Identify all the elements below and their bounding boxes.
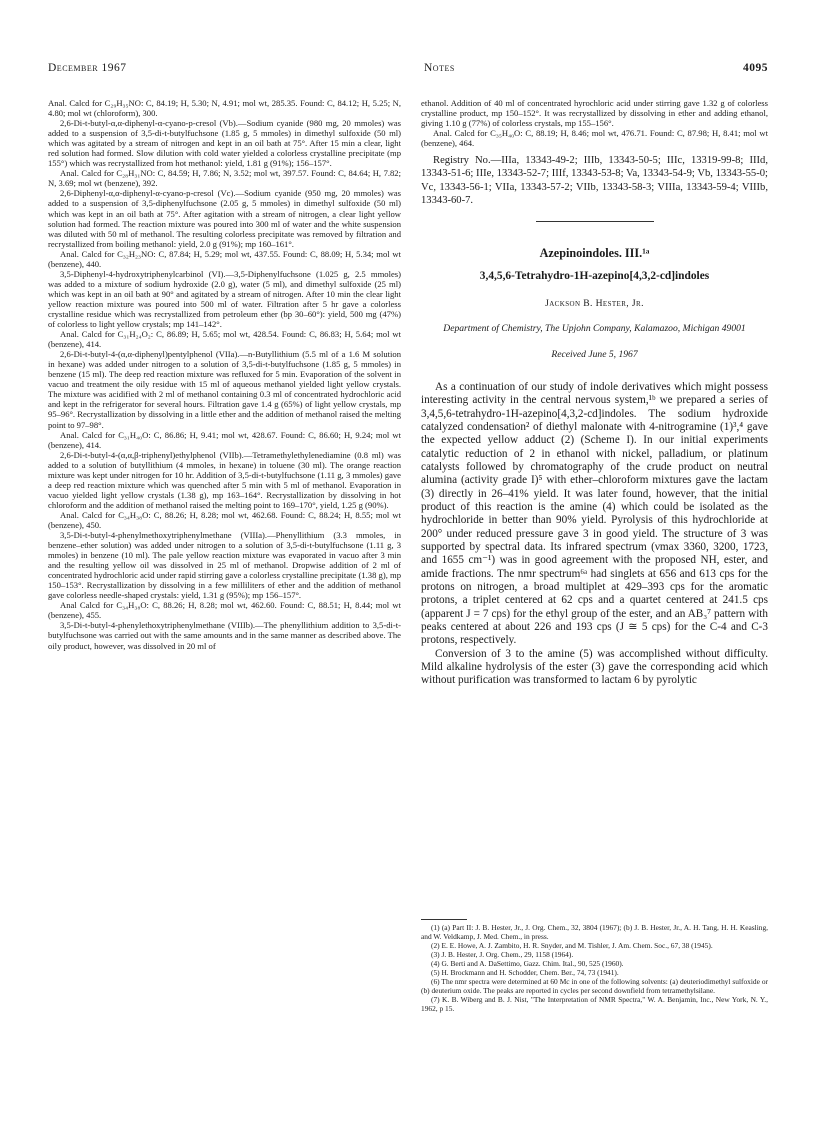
footnote: (5) H. Brockmann and H. Schodder, Chem. Ber., 74, 73 (1941). [431,967,619,977]
analysis-paragraph: Anal. Calcd for C₃₅H₄₀O: C, 88.19; H, 8.46; mol wt, 476.71. Found: C, 87.98; H, 8.41; mol wt (benzene), 464. [421,128,768,149]
experimental-paragraph: 3,5-Di-t-butyl-4-phenylethoxytriphenylmethane (VIIIb).—The phenyllithium addition to 3,5-di-t-butylfuchsone was carried out with the same amounts and in the same manner as described above. The oily product, however, was dissolved in 20 ml of [48,620,401,651]
analysis-paragraph: Anal. Calcd for C₂₈H₃₁NO: C, 84.59; H, 7.86; N, 3.52; mol wt, 397.57. Found: C, 84.64; H, 7.82; N, 3.69; mol wt (benzene), 392. [48,168,401,189]
analysis-paragraph: Anal. Calcd for C₃₁H₂₄O₂: C, 86.89; H, 5.65; mol wt, 428.54. Found: C, 86.83; H, 5.64; mol wt (benzene), 414. [48,329,401,350]
author-affiliation: Department of Chemistry, The Upjohn Company, Kalamazoo, Michigan 49001 [443,323,746,335]
left-column [48,98,401,651]
running-header [48,62,768,78]
analysis-paragraph: Anal. Calcd for C₃₁H₄₀O: C, 86.86; H, 9.41; mol wt, 428.67. Found: C, 86.60; H, 9.24; mol wt (benzene), 414. [48,429,401,450]
body-paragraph: Conversion of 3 to the amine (5) was accomplished without difficulty. Mild alkaline hydrolysis of the ester (3) gave the corresponding acid which without purification was transformed to lactam 6 by pyrolytic [421,647,768,687]
footnote: (4) G. Berti and A. DaSettimo, Gazz. Chim. Ital., 90, 525 (1960). [431,958,624,968]
footnote: (6) The nmr spectra were determined at 60 Mc in one of the following solvents: (a) deuteriodimethyl sulfoxide or (b) deuterium oxide. The peaks are reported in cycles per second downfield from tetramethylsilane. [421,976,768,995]
experimental-paragraph: 2,6-Di-t-butyl-4-(α,α,β-triphenyl)ethylphenol (VIIb).—Tetramethylethylenediamine (0.8 ml) was added to a solution of butyllithium (4 mmoles, in hexane) in toluene (30 ml). The orange reaction mixture was kept under nitrogen for 10 hr. Addition of 3,5-di-t-butylfuchsone (1.11 g, 3 mmoles) gave a deep red reaction mixture which was quenched after 5 min with 5 ml of methanol. Evaporation in vacuo yielded light yellow crystals (1.38 g), mp 163–164°. Recrystallization by dissolving in hot chloroform and the addition of methanol raised the melting point to 169–170°, yield, 1.25 g (90%). [48,449,401,510]
page-number: 4095 [743,62,768,74]
footnotes [421,919,768,1014]
footnote: (7) K. B. Wiberg and B. J. Nist, "The Interpretation of NMR Spectra," W. A. Benjamin, Inc., New York, N. Y., 1962, p 15. [421,994,768,1013]
footnote-divider [421,919,467,920]
article-title: Azepinoindoles. III.¹ᵃ [539,246,650,261]
footnote: (3) J. B. Hester, J. Org. Chem., 29, 1158 (1964). [431,949,574,959]
experimental-paragraph: 3,5-Diphenyl-4-hydroxytriphenylcarbinol (VI).—3,5-Diphenylfuchsone (1.025 g, 2.5 mmoles) was added to a mixture of sodium hydroxide (2.0 g), water (5 ml), and dimethyl sulfoxide (25 ml) which was kept in an oil bath at 90° and agitated by a stream of nitrogen. After 10 min the clear light yellow reaction mixture was poured into 500 ml of water. Filtration after 5 hr gave a colorless crystalline residue which was recrystallized from petroleum ether (bp 30–60°): yield, 500 mg (47%) of colorless to light yellow crystals; mp 141–142°. [48,268,401,330]
right-column [421,98,768,688]
footnote: (1) (a) Part II: J. B. Hester, Jr., J. Org. Chem., 32, 3804 (1967); (b) J. B. Hester, Jr., A. H. Tang, H. H. Keasling, and W. Veldkamp, J. Med. Chem., in press. [421,923,768,941]
experimental-paragraph: 3,5-Di-t-butyl-4-phenylmethoxytriphenylmethane (VIIIa).—Phenyllithium (3.3 mmoles, in benzene–ether solution) was added under nitrogen to a solution of 3,5-di-t-butylfuchsone (1.11 g, 3 mmoles) in benzene (10 ml). The pale yellow reaction mixture was evaporated in vacuo after 3 min and the resulting yellow oil was dissolved in 25 ml of methanol. Dropwise addition of 2 ml of concentrated hydrochloric acid under rapid stirring gave a colorless crystalline precipitate (1.38 g), mp 150–153°. Recrystallization by dissolving in a few milliliters of ether and the addition of methanol gave colorless needle-shaped crystals: yield, 1.31 g (95%); mp 156–157°. [48,530,401,601]
analysis-paragraph: Anal Calcd for C₃₄H₃₈O: C, 88.26; H, 8.28; mol wt, 462.60. Found: C, 88.51; H, 8.44; mol wt (benzene), 455. [48,600,401,621]
experimental-paragraph: 2,6-Di-t-butyl-α,α-diphenyl-α-cyano-p-cresol (Vb).—Sodium cyanide (980 mg, 20 mmoles) was added to a suspension of 3,5-di-t-butylfuchsone (1.85 g, 5 mmoles) in dimethyl sulfoxide (50 ml) which was agitated by a stream of nitrogen and kept in an oil bath at 75°. After 15 min a clear, light red solution had formed. Slow dilution with cold water yielded a colorless crystalline precipitate (mp 155°) which was recrystallized from hot methanol: yield, 1.81 g (91%); 156–157°. [48,118,401,169]
analysis-paragraph: Anal. Calcd for C₂₉H₃₅NO: C, 84.19; H, 5.30; N, 4.91; mol wt, 285.35. Found: C, 84.12; H, 5.25; N, 4.80; mol wt (chloroform), 300. [48,98,401,119]
section-divider [536,221,654,222]
experimental-paragraph: 2,6-Diphenyl-α,α-diphenyl-α-cyano-p-cresol (Vc).—Sodium cyanide (950 mg, 20 mmoles) was added to a suspension of 3,5-diphenylfuchsone (2.05 g, 5 mmoles) in dimethyl sulfoxide (50 ml) which was kept in an oil bath at 75°. After agitation with a stream of nitrogen, a clear light yellow solution had formed. The reaction mixture was poured into 300 ml of water and the white suspension was diluted with 50 ml of methanol. The resulting colorless precipitate was removed by filtration and recrystallized from boiling methanol: yield, 2.0 g (91%); mp 160–161°. [48,188,401,249]
analysis-paragraph: Anal. Calcd for C₃₄H₃₈O: C, 88.26; H, 8.28; mol wt, 462.68. Found: C, 88.24; H, 8.55; mol wt (benzene), 450. [48,509,401,530]
body-paragraph: As a continuation of our study of indole derivatives which might possess interesting activity in the central nervous system,¹ᵇ we prepared a series of 3,4,5,6-tetrahydro-1H-azepino[4,3,2-cd]indoles. The sodium hydroxide catalyzed condensation² of diethyl malonate with 4-nitrogramine (1)³,⁴ gave the expected yellow adduct (2) (Scheme I). In our initial experiments catalytic reduction of 2 in ethanol with nickel, palladium, or platinum catalysts followed by chromatography of the crude product on neutral alumina (activity grade I)⁵ with ether–chloroform mixtures gave the lactam (3) directly in 26–41% yield. It was later found, however, that the initial product of this reaction is the amine (4) which could be isolated as the hydrochloride in better than 90% yield. Pyrolysis of this hydrochloride at 200° under reduced pressure gave 3 in good yield. The structure of 3 was supported by spectral data. Its infrared spectrum (νmax 3360, 3200, 1723, and 1655 cm⁻¹) was in good agreement with the proposed NH, ester, and amide fractions. The nmr spectrum⁶ᵃ had singlets at 656 and 613 cps for the protons on nitrogen, a broad multiplet at 429–393 cps for the aromatic protons, a triplet centered at 62 cps and a quartet centered at 241.5 cps (apparent J = 7 cps) for the ethyl group of the ester, and an AB₃⁷ pattern with peaks centered at about 226 and 193 cps (J ≅ 5 cps) for the C-4 and C-3 protons, respectively. [421,380,768,647]
experimental-paragraph: 2,6-Di-t-butyl-4-(α,α-diphenyl)pentylphenol (VIIa).—n-Butyllithium (5.5 ml of a 1.6 M solution in hexane) was added under nitrogen to a solution of 3,5-di-t-butylfuchsone (1.85 g, 5 mmoles) in benzene (15 ml). The deep red reaction mixture was refluxed for 5 min. Evaporation of the solvent in vacuo and treatment the oily residue with 15 ml of aqueous methanol yielded light yellow crystals. The mixture was acidified with 2 ml of methanol containing 0.3 ml of concentrated hydrochloric acid and kept in the refrigerator for several hours. Filtration gave 1.4 g (65%) of light yellow crystals, mp 95–96°. Recrystallization by dissolving in a little ether and the addition of methanol raised the melting point to 97–98°. [48,349,401,430]
article-author: Jackson B. Hester, Jr. [545,298,644,310]
received-date: Received June 5, 1967 [551,348,638,360]
registry-numbers: Registry No.—IIIa, 13343-49-2; IIIb, 13343-50-5; IIIc, 13319-99-8; IIId, 13343-51-6; IIIe, 13343-52-7; IIIf, 13343-53-8; Va, 13343-54-9; Vb, 13343-55-0; Vc, 13343-56-1; VIIa, 13343-57-2; VIIb, 13343-58-3; VIIIa, 13343-59-4; VIIIb, 13343-60-7. [421,155,768,206]
header-date: December 1967 [48,62,127,74]
article-body [421,381,768,688]
continuation-paragraph: ethanol. Addition of 40 ml of concentrated hyrochloric acid under stirring gave 1.32 g of colorless crystalline product, mp 150–152°. It was recrystallized by dissolving in ether and adding ethanol, giving 1.10 g (77%) of colorless crystals, mp 155–156°. [421,98,768,129]
footnote: (2) E. E. Howe, A. J. Zambito, H. R. Snyder, and M. Tishler, J. Am. Chem. Soc., 67, 38 (1945). [431,940,713,950]
header-section: Notes [424,62,455,74]
article-subtitle: 3,4,5,6-Tetrahydro-1H-azepino[4,3,2-cd]indoles [479,270,710,283]
analysis-paragraph: Anal. Calcd for C₃₂H₂₃NO: C, 87.84; H, 5.29; mol wt, 437.55. Found: C, 88.09; H, 5.34; mol wt (benzene), 440. [48,248,401,269]
